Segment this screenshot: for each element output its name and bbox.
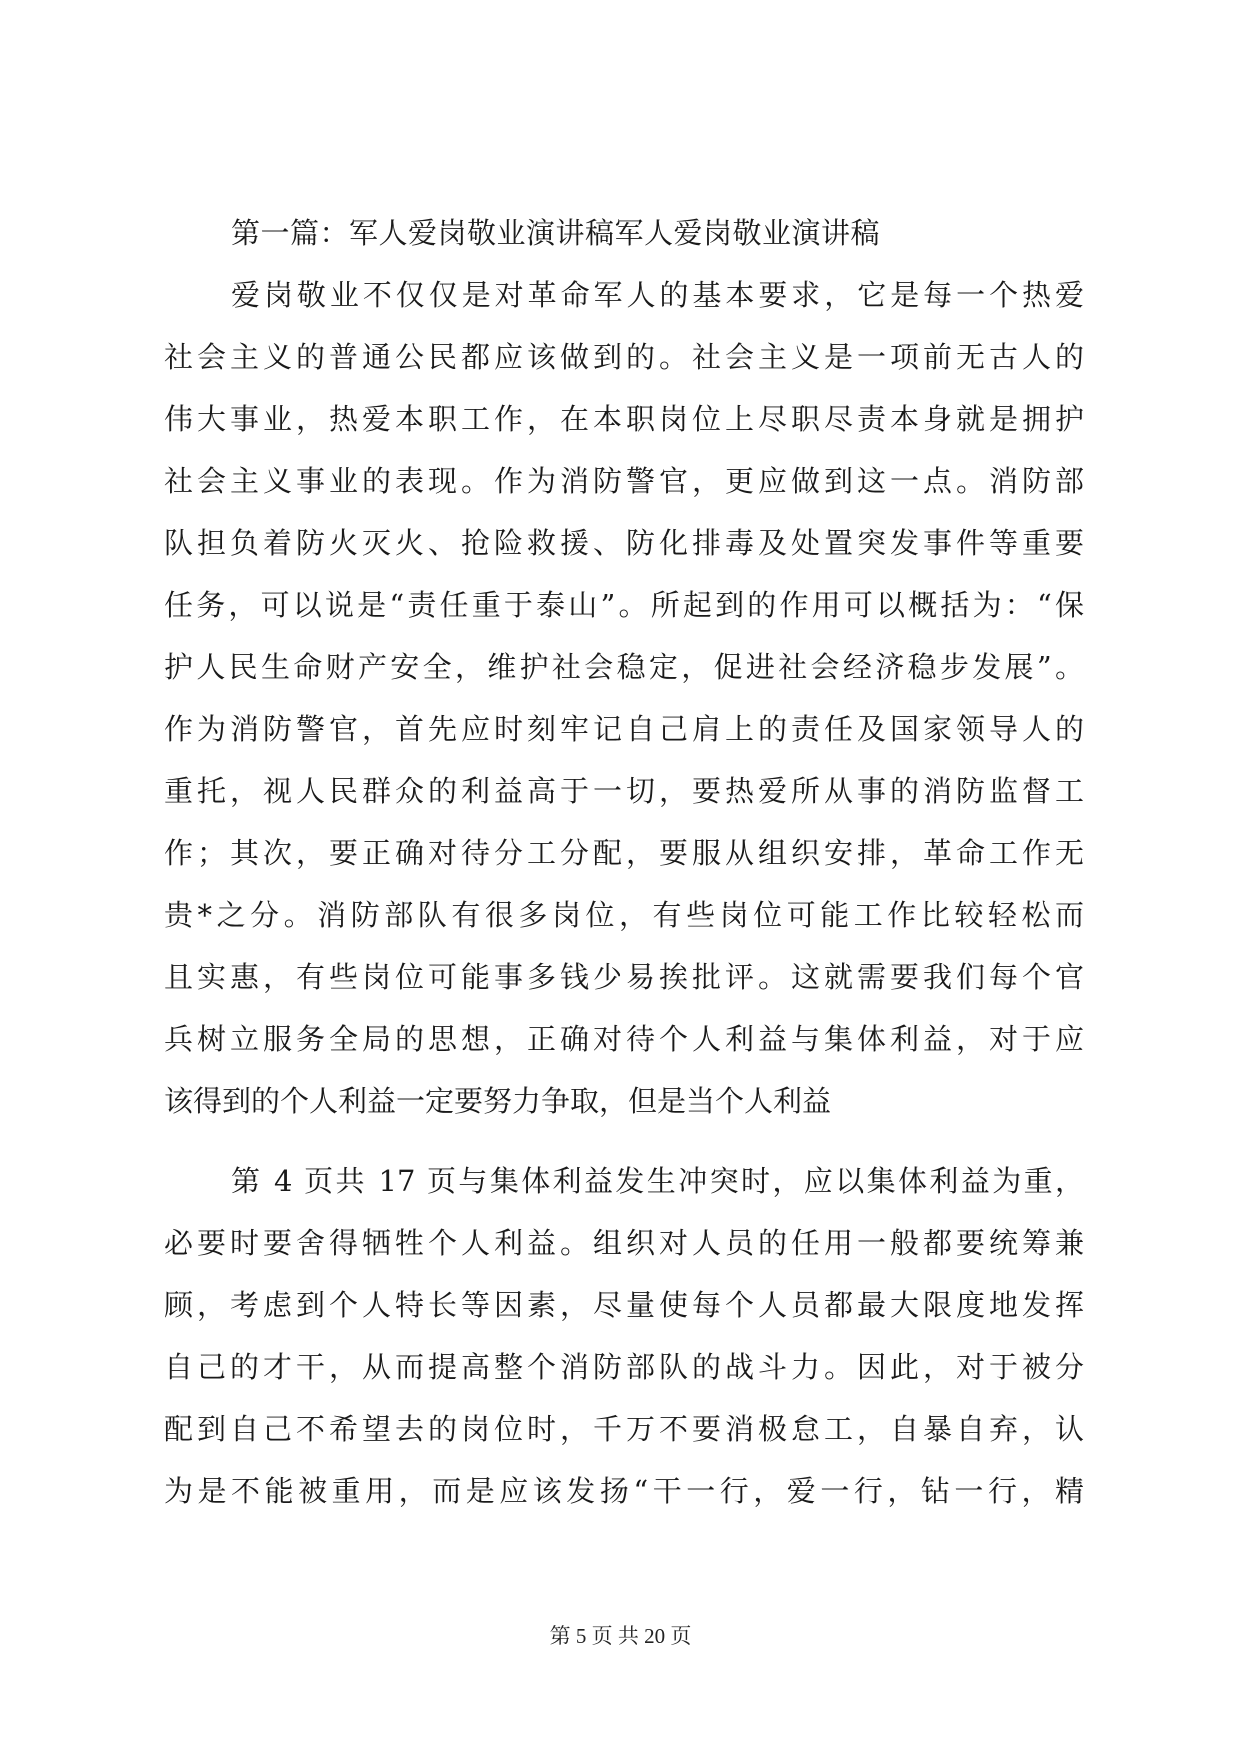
text-line: 伟大事业，热爱本职工作，在本职岗位上尽职尽责本身就是拥护 bbox=[164, 402, 1084, 436]
text-line: 爱岗敬业不仅仅是对革命军人的基本要求，它是每一个热爱 bbox=[231, 278, 1084, 312]
text-line: 第 4 页共 17 页与集体利益发生冲突时，应以集体利益为重， bbox=[231, 1164, 1084, 1198]
paragraph-1 bbox=[164, 264, 1084, 1132]
text-line: 且实惠，有些岗位可能事多钱少易挨批评。这就需要我们每个官 bbox=[164, 960, 1084, 994]
text-line: 社会主义的普通公民都应该做到的。社会主义是一项前无古人的 bbox=[164, 340, 1084, 374]
text-line: 作；其次，要正确对待分工分配，要服从组织安排，革命工作无 bbox=[164, 836, 1084, 870]
document-body bbox=[164, 202, 1084, 1522]
paragraph-gap bbox=[164, 1132, 1084, 1150]
text-line: 自己的才干，从而提高整个消防部队的战斗力。因此，对于被分 bbox=[164, 1350, 1084, 1384]
text-line: 配到自己不希望去的岗位时，千万不要消极怠工，自暴自弃，认 bbox=[164, 1412, 1084, 1446]
text-line: 必要时要舍得牺牲个人利益。组织对人员的任用一般都要统筹兼 bbox=[164, 1226, 1084, 1260]
paragraph-2 bbox=[164, 1150, 1084, 1522]
text-line: 贵*之分。消防部队有很多岗位，有些岗位可能工作比较轻松而 bbox=[164, 898, 1084, 932]
text-line: 为是不能被重用，而是应该发扬“干一行，爱一行，钻一行，精 bbox=[164, 1474, 1084, 1508]
text-line: 社会主义事业的表现。作为消防警官，更应做到这一点。消防部 bbox=[164, 464, 1084, 498]
text-line: 护人民生命财产安全，维护社会稳定，促进社会经济稳步发展”。 bbox=[164, 650, 1084, 684]
document-title: 第一篇：军人爱岗敬业演讲稿军人爱岗敬业演讲稿 bbox=[231, 216, 881, 250]
text-line: 顾，考虑到个人特长等因素，尽量使每个人员都最大限度地发挥 bbox=[164, 1288, 1084, 1322]
text-line: 队担负着防火灭火、抢险救援、防化排毒及处置突发事件等重要 bbox=[164, 526, 1084, 560]
page-number-label: 第 5 页 共 20 页 bbox=[549, 1624, 692, 1648]
text-line: 兵树立服务全局的思想，正确对待个人利益与集体利益，对于应 bbox=[164, 1022, 1084, 1056]
text-line: 重托，视人民群众的利益高于一切，要热爱所从事的消防监督工 bbox=[164, 774, 1084, 808]
text-line: 作为消防警官，首先应时刻牢记自己肩上的责任及国家领导人的 bbox=[164, 712, 1084, 746]
page-footer bbox=[0, 1620, 1241, 1650]
text-line: 任务，可以说是“责任重于泰山”。所起到的作用可以概括为：“保 bbox=[164, 588, 1084, 622]
text-line: 该得到的个人利益一定要努力争取，但是当个人利益 bbox=[164, 1084, 832, 1118]
